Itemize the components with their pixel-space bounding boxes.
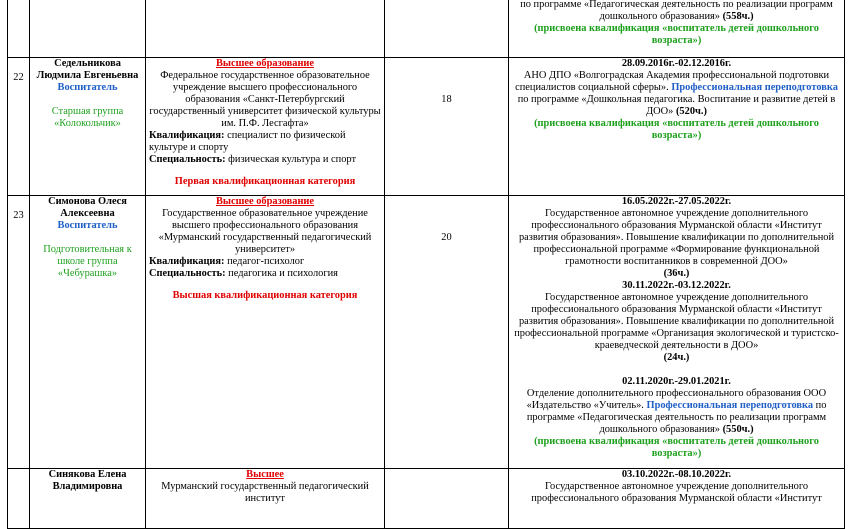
table-row-partial xyxy=(8,469,845,529)
training-cell xyxy=(509,58,845,196)
course-3-org: Отделение дополнительного профессионального образования ООО «Издательство «Учитель». xyxy=(526,388,827,411)
training-qualification: (присвоена квалификация «воспитатель детей дошкольного возраста») xyxy=(534,23,819,46)
training-cell xyxy=(509,0,845,58)
specialty-line: Специальность: педагогика и психология xyxy=(149,268,338,279)
employee-group: Подготовительная к школе группа «Чебурашка» xyxy=(43,244,132,279)
table-row-continuation xyxy=(8,0,845,58)
name-cell xyxy=(30,0,146,58)
employee-position: Воспитатель xyxy=(57,82,118,93)
employee-name: Симонова Олеся Алексеевна xyxy=(48,196,127,219)
retraining-label: Профессиональная переподготовка xyxy=(671,82,838,93)
education-institution: Государственное образовательное учреждение высшего профессионального образования «Мурманский государственный педагогический университет» xyxy=(158,208,372,255)
training-dates: 28.09.2016г.-02.12.2016г. xyxy=(621,58,732,69)
employee-name: Седельникова Людмила Евгеньевна xyxy=(36,58,139,81)
education-level: Высшее образование xyxy=(215,58,315,69)
education-level: Высшее xyxy=(246,469,284,480)
qualification-line: Квалификация: специалист по физической культуре и спорту xyxy=(149,130,346,153)
name-cell xyxy=(30,196,146,469)
employee-group: Старшая группа «Колокольчик» xyxy=(51,106,124,129)
qualification-line: Квалификация: педагог-психолог xyxy=(149,256,305,267)
course-3-hours: (550ч.) xyxy=(722,424,754,435)
qualification-category: Высшая квалификационная категория xyxy=(172,290,358,301)
course-2-dates: 30.11.2022г.-03.12.2022г. xyxy=(622,280,731,291)
course-3-qualification: (присвоена квалификация «воспитатель детей дошкольного возраста») xyxy=(534,436,819,459)
education-institution: Федеральное государственное образовательное учреждение высшего профессионального образования «Санкт-Петербургский государственный университет физической культуры им. П.Ф. Лесгафта» xyxy=(149,70,381,129)
training-text: Государственное автономное учреждение дополнительного профессионального образования Мурманской области «Институт xyxy=(531,481,822,504)
course-3-dates: 02.11.2020г.-29.01.2021г. xyxy=(622,376,731,387)
education-cell xyxy=(146,0,385,58)
experience-years xyxy=(385,469,509,529)
row-number xyxy=(8,469,30,529)
training-program: по программе «Дошкольная педагогика. Воспитание и развитие детей в ДОО» xyxy=(517,94,836,117)
name-cell xyxy=(30,469,146,529)
row-number: 23 xyxy=(8,196,30,469)
qualification-category: Первая квалификационная категория xyxy=(174,176,356,187)
table-row-23 xyxy=(8,196,845,469)
training-org: АНО ДПО «Волгоградская Академия профессиональной подготовки специалистов социальной сферы». xyxy=(515,70,830,93)
table-row-22 xyxy=(8,58,845,196)
specialty-line: Специальность: физическая культура и спорт xyxy=(149,154,356,165)
course-2-text: Государственное автономное учреждение дополнительного профессионального образования Мурманской области «Институт развития образования». Повышение квалификации по дополнительной профессиональной программе «Организация экологической и туристско-краеведческой деятельности в ДОО» xyxy=(514,292,839,351)
name-cell xyxy=(30,58,146,196)
course-2-hours: (24ч.) xyxy=(663,352,690,363)
experience-years: 18 xyxy=(385,58,509,196)
training-dates: 03.10.2022г.-08.10.2022г. xyxy=(621,469,732,480)
education-cell xyxy=(146,58,385,196)
training-program-text: по программе «Педагогическая деятельность по реализации программ дошкольного образования» xyxy=(520,0,833,22)
education-cell xyxy=(146,469,385,529)
training-hours: (520ч.) xyxy=(675,106,707,117)
training-hours: (558ч.) xyxy=(722,11,754,22)
retraining-label: Профессиональная переподготовка xyxy=(646,400,814,411)
row-number-cell xyxy=(8,0,30,58)
training-cell xyxy=(509,196,845,469)
employee-position: Воспитатель xyxy=(57,220,118,231)
education-cell xyxy=(146,196,385,469)
education-level: Высшее образование xyxy=(215,196,315,207)
education-institution: Мурманский государственный педагогический институт xyxy=(161,481,369,504)
staff-table xyxy=(7,0,845,529)
course-3-program: по программе «Педагогическая деятельность по реализации программ дошкольного образования» xyxy=(526,400,827,435)
employee-name: Синякова Елена Владимировна xyxy=(48,469,127,492)
course-1-dates: 16.05.2022г.-27.05.2022г. xyxy=(621,196,732,207)
course-1-text: Государственное автономное учреждение дополнительного профессионального образования Мурманской области «Институт развития образования». Повышение квалификации по дополнительной профессиональной программе «Формирование функциональной грамотности воспитанников в современной ДОО» xyxy=(518,208,835,267)
course-1-hours: (36ч.) xyxy=(663,268,690,279)
training-qualification: (присвоена квалификация «воспитатель детей дошкольного возраста») xyxy=(534,118,819,141)
experience-cell xyxy=(385,0,509,58)
experience-years: 20 xyxy=(385,196,509,469)
training-cell xyxy=(509,469,845,529)
row-number: 22 xyxy=(8,58,30,196)
